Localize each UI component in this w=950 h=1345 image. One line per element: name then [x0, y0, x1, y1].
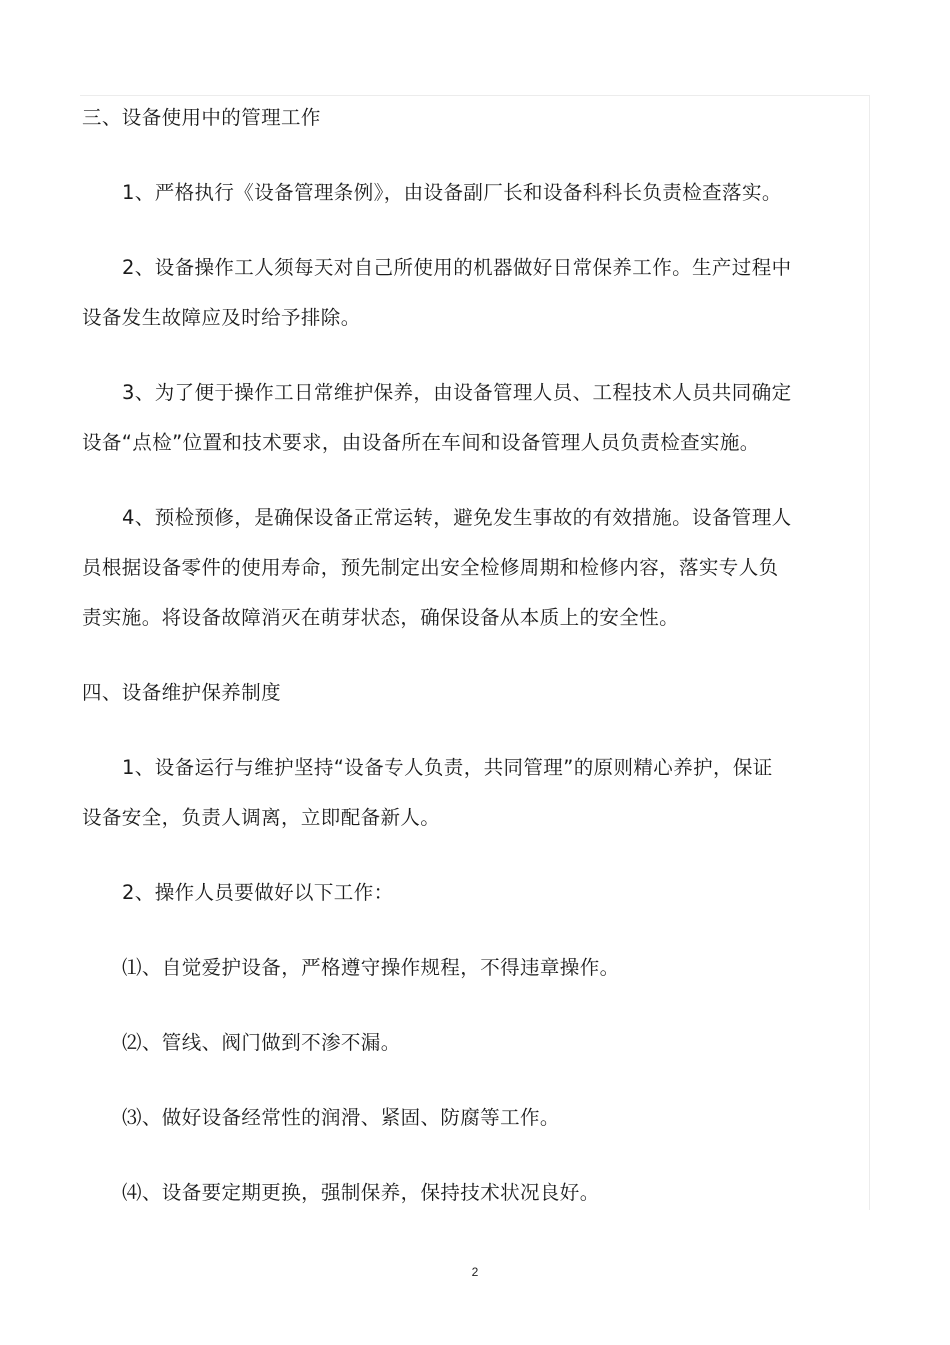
paragraph-line: 2、操作人员要做好以下工作： [122, 881, 394, 904]
paragraph-line: 4、预检预修，是确保设备正常运转，避免发生事故的有效措施。设备管理人 [122, 506, 792, 529]
paragraph-line: 责实施。将设备故障消灭在萌芽状态，确保设备从本质上的安全性。 [82, 606, 680, 629]
section-heading-4: 四、设备维护保养制度 [82, 681, 282, 704]
section-heading-3: 三、设备使用中的管理工作 [82, 106, 321, 129]
paragraph-line: 2、设备操作工人须每天对自己所使用的机器做好日常保养工作。生产过程中 [122, 256, 792, 279]
paragraph-line: 1、严格执行《设备管理条例》，由设备副厂长和设备科科长负责检查落实。 [122, 181, 782, 204]
paragraph-line: 员根据设备零件的使用寿命，预先制定出安全检修周期和检修内容，落实专人负 [82, 556, 779, 579]
paragraph-line: 1、设备运行与维护坚持“设备专人负责，共同管理”的原则精心养护，保证 [122, 756, 773, 779]
paragraph-line: 设备“点检”位置和技术要求，由设备所在车间和设备管理人员负责检查实施。 [82, 431, 760, 454]
list-item: ⑵、管线、阀门做到不渗不漏。 [122, 1031, 401, 1054]
list-item: ⑷、设备要定期更换，强制保养，保持技术状况良好。 [122, 1181, 600, 1204]
page-number: 2 [471, 1265, 479, 1279]
paragraph-line: 设备发生故障应及时给予排除。 [82, 306, 361, 329]
list-item: ⑴、自觉爱护设备，严格遵守操作规程，不得违章操作。 [122, 956, 620, 979]
list-item: ⑶、做好设备经常性的润滑、紧固、防腐等工作。 [122, 1106, 560, 1129]
paragraph-line: 3、为了便于操作工日常维护保养，由设备管理人员、工程技术人员共同确定 [122, 381, 792, 404]
page-border-top [80, 95, 870, 96]
paragraph-line: 设备安全，负责人调离，立即配备新人。 [82, 806, 441, 829]
page-border-right [869, 95, 870, 1210]
